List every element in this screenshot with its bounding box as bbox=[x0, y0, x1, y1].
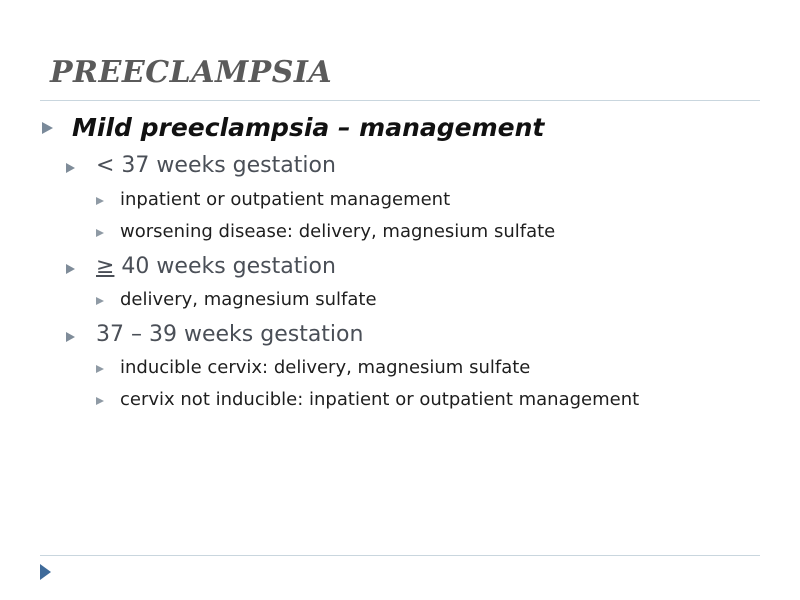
bullet-item-40-weeks bbox=[96, 254, 336, 279]
triangle-bullet-icon bbox=[66, 163, 75, 173]
bullet-text: cervix not inducible: inpatient or outpatient management bbox=[120, 389, 640, 410]
bullet-item-delivery-mgso4 bbox=[120, 289, 377, 310]
triangle-bullet-icon bbox=[96, 197, 104, 205]
bullet-text: < 37 weeks gestation bbox=[96, 153, 336, 178]
triangle-bullet-icon bbox=[42, 122, 53, 134]
triangle-bullet-icon bbox=[96, 365, 104, 373]
bullet-item-under-37-weeks bbox=[96, 153, 336, 178]
bullet-text: 37 – 39 weeks gestation bbox=[96, 322, 364, 347]
bullet-text: Mild preeclampsia – management bbox=[72, 113, 545, 142]
bullet-item-cervix-not-inducible bbox=[120, 389, 639, 410]
bullet-item-inducible-cervix bbox=[120, 357, 530, 378]
bullet-item-37-39-weeks bbox=[96, 322, 363, 347]
triangle-bullet-icon bbox=[66, 332, 75, 342]
bullet-item-mild-preeclampsia bbox=[72, 113, 544, 142]
bullet-text bbox=[96, 254, 336, 279]
greater-equal-symbol: ≥ bbox=[96, 254, 115, 279]
bullet-item-inpatient-outpatient bbox=[120, 189, 450, 210]
bullet-text: delivery, magnesium sulfate bbox=[120, 289, 377, 310]
title-divider bbox=[40, 100, 760, 101]
triangle-bullet-icon bbox=[96, 397, 104, 405]
bullet-text-rest: 40 weeks gestation bbox=[114, 254, 336, 279]
next-slide-arrow-icon[interactable] bbox=[40, 564, 51, 580]
triangle-bullet-icon bbox=[96, 297, 104, 305]
bullet-text: inpatient or outpatient management bbox=[120, 189, 451, 210]
bullet-item-worsening-disease bbox=[120, 221, 555, 242]
footer-divider bbox=[40, 555, 760, 556]
bullet-text: inducible cervix: delivery, magnesium sulfate bbox=[120, 357, 531, 378]
triangle-bullet-icon bbox=[66, 264, 75, 274]
bullet-text: worsening disease: delivery, magnesium sulfate bbox=[120, 221, 556, 242]
slide-title: PREECLAMPSIA bbox=[50, 55, 333, 90]
triangle-bullet-icon bbox=[96, 229, 104, 237]
